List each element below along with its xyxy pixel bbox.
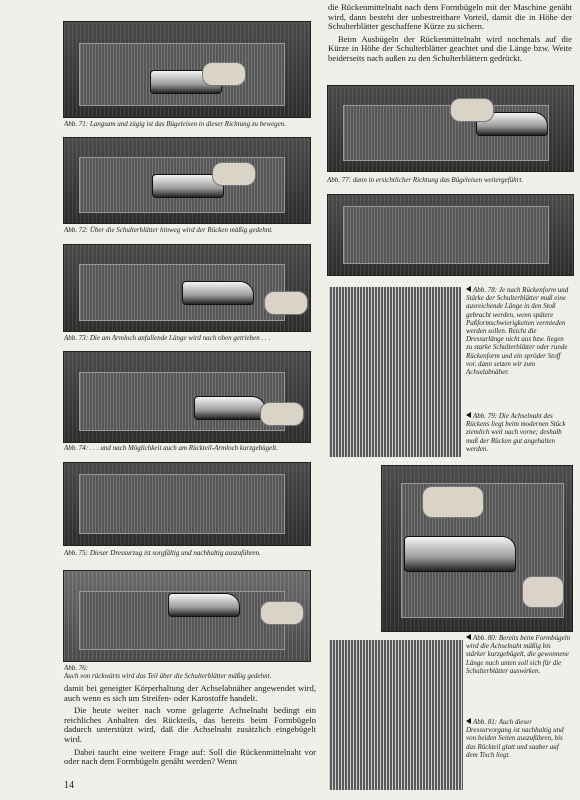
photo-abb80 (381, 465, 573, 632)
hand-image (212, 162, 256, 186)
caption-abb72: Abb. 72: Über die Schulterblätter hinweg wird der Rücken mäßig gedehnt. (64, 226, 273, 234)
hand-image (522, 576, 564, 608)
photo-abb72 (63, 137, 311, 224)
photo-abb74 (63, 351, 311, 443)
paragraph: Beim Ausbügeln der Rückenmittelnaht wird nochmals auf die Kürze in Höhe der Schulterblätter geachtet und die Länge bzw. Weite beiderseits nach außen zu den Schulterblättern gedrückt. (328, 33, 572, 63)
photo-abb73 (63, 244, 311, 332)
page-number: 14 (64, 780, 74, 791)
paragraph: damit bei geneigter Körperhaltung der Achselabnäher angewendet wird, auch wenn es sich um Streifen- oder Karostoffe handelt. (64, 683, 316, 703)
caption-abb73: Abb. 73: Die am Armloch anfallende Länge wird nach oben getrieben . . . (64, 334, 271, 342)
hand-image (450, 98, 494, 122)
body-text-bottom (64, 684, 316, 770)
garment-image (79, 474, 286, 533)
caption-abb71: Abb. 71: Langsam und zügig ist das Bügeleisen in dieser Richtung zu bewegen. (64, 120, 287, 128)
photo-abb78 (329, 287, 461, 457)
garment-image (343, 206, 549, 264)
photo-abb71 (63, 21, 311, 118)
caption-abb80: Abb. 80: Bereits beim Formbügeln wird die Achselnaht mäßig bis stärker kurzgebügelt, die gewonnene Länge nach unten soll sich für die Schulterblätter auswirken. (466, 634, 571, 675)
caption-label: Abb. 76: (64, 664, 89, 672)
paragraph: Dabei taucht eine weitere Frage auf: Soll die Rückenmittelnaht vor oder nach dem Formbügeln genäht werden? Wenn (64, 746, 316, 767)
caption-abb75: Abb. 75: Dieser Dressurzug ist sorgfältig und nachhaltig auszuführen. (64, 549, 261, 557)
hand-image (260, 601, 304, 625)
caption-abb78: Abb. 78: Je nach Rückenform und Stärke der Schulterblätter muß eine ausreichende Länge in den Stoß gebracht werden, wenn spätere Paßformschwierigkeiten vermieden werden sollen. Reicht die Dressurlänge nicht aus bzw. liegen zu starke Schulterblätter oder runde Rückenform und ein spröder Stoff vor, dann setzen wir zum Achselabnäher. (466, 286, 569, 377)
photo-abb77b (327, 194, 574, 276)
hand-image (422, 486, 484, 518)
photo-abb76 (63, 570, 311, 662)
caption-text: Auch von rückwärts wird das Teil über die Schulterblätter mäßig gedehnt. (64, 672, 272, 680)
iron-image (182, 281, 254, 305)
triangle-left-icon (466, 718, 471, 724)
photo-abb81 (329, 640, 463, 790)
paragraph: Die heute weiter nach vorne gelagerte Achselnaht bedingt ein reichliches Anhalten des Rückteils, das bereits beim Formbügeln dadurch unterstützt wird, daß die Achselnaht zusätzlich eingebügelt wird. (64, 705, 316, 744)
iron-image (194, 396, 266, 420)
paragraph: die Rückenmittelnaht nach dem Formbügeln mit der Maschine genäht wird, dann besteht der unbestreitbare Vorteil, damit die in Höhe der Schulterblätter geschaffene Kürze zu sichern. (328, 2, 572, 32)
hand-image (264, 291, 308, 315)
triangle-left-icon (466, 412, 471, 418)
iron-image (168, 593, 240, 617)
iron-image (404, 536, 516, 572)
hand-image (202, 62, 246, 86)
photo-abb77 (327, 85, 574, 172)
triangle-left-icon (466, 286, 471, 292)
triangle-left-icon (466, 634, 471, 640)
caption-abb74: Abb. 74: . . . und nach Möglichkeit auch am Rückteil-Armloch kurzgebügelt. (64, 444, 278, 452)
caption-abb81: Abb. 81: Auch dieser Dressurvorgang ist nachhaltig und von beiden Seiten auszuführen, bis das Rückteil glatt und sauber auf dem Tisch liegt. (466, 718, 564, 759)
hand-image (260, 402, 304, 426)
intro-text-top-right (328, 3, 572, 67)
caption-abb79: Abb. 79: Die Achselnaht des Rückens liegt beim modernen Stück ziemlich weit nach vorne; deshalb muß der Rücken gut angehalten werden. (466, 412, 566, 453)
caption-abb76 (64, 664, 314, 680)
photo-abb75 (63, 462, 311, 546)
caption-abb77: Abb. 77: dann in ersichtlicher Richtung das Bügeleisen weitergeführt. (327, 176, 524, 184)
